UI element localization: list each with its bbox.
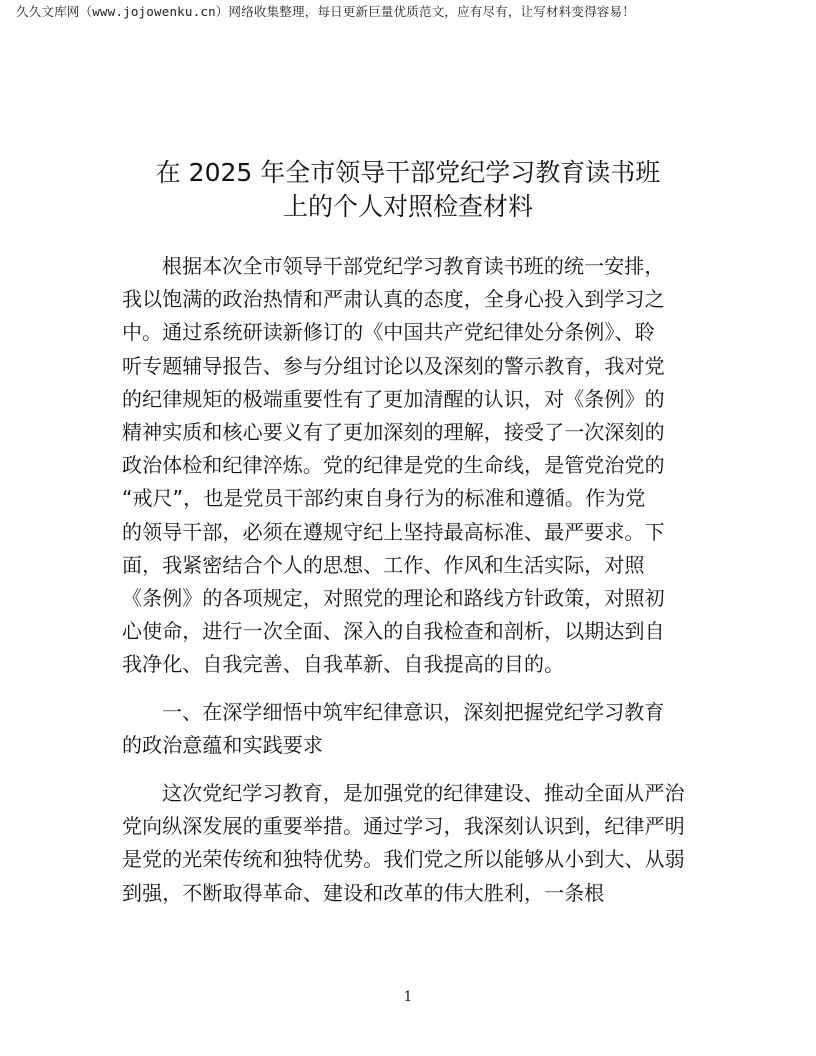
document-body [122, 250, 696, 910]
paragraph-line: 我以饱满的政治热情和严肃认真的态度，全身心投入到学习之 [122, 287, 665, 312]
paragraph-line: 面，我紧密结合个人的思想、工作、作风和生活实际，对照 [122, 552, 645, 577]
paragraph-line: 政治体检和纪律淬炼。党的纪律是党的生命线，是管党治党的 [122, 453, 665, 478]
paragraph-line: 我净化、自我完善、自我革新、自我提高的目的。 [122, 652, 565, 677]
paragraph-line: 心使命，进行一次全面、深入的自我检查和剖析，以期达到自 [122, 619, 665, 644]
paragraph-line: 精神实质和核心要义有了更加深刻的理解，接受了一次深刻的 [122, 420, 665, 445]
title-line-1: 在 2025 年全市领导干部党纪学习教育读书班 [155, 158, 661, 187]
paragraph-intro [122, 250, 696, 682]
paragraph-line: 的纪律规矩的极端重要性有了更加清醒的认识，对《条例》的 [122, 386, 665, 411]
watermark-header: 久久文库网（www.jojowenku.cn）网络收集整理，每日更新巨量优质范文，应有尽有，让写材料变得容易！ [16, 4, 635, 19]
document-title [100, 156, 716, 224]
paragraph-line: “戒尺”，也是党员干部约束自身行为的标准和遵循。作为党 [122, 486, 646, 511]
paragraph-line: 是党的光荣传统和独特优势。我们党之所以能够从小到大、从弱 [122, 847, 685, 872]
paragraph-line: 党向纵深发展的重要举措。通过学习，我深刻认识到，纪律严明 [122, 814, 685, 839]
heading-line: 的政治意蕴和实践要求 [122, 732, 323, 757]
title-line-2: 上的个人对照检查材料 [282, 192, 533, 221]
paragraph-line: 到强，不断取得革命、建设和改革的伟大胜利，一条根 [122, 880, 605, 905]
paragraph-line: 《条例》的各项规定，对照党的理论和路线方针政策，对照初 [122, 586, 665, 611]
paragraph-discipline [122, 777, 696, 910]
paragraph-line: 听专题辅导报告、参与分组讨论以及深刻的警示教育，我对党 [122, 353, 665, 378]
section-heading [122, 696, 696, 762]
paragraph-line: 中。通过系统研读新修订的《中国共产党纪律处分条例》、聆 [122, 320, 655, 345]
paragraph-line: 的领导干部，必须在遵规守纪上坚持最高标准、最严要求。下 [122, 519, 665, 544]
paragraph-line: 根据本次全市领导干部党纪学习教育读书班的统一安排， [162, 254, 665, 278]
paragraph-line: 这次党纪学习教育，是加强党的纪律建设、推动全面从严治 [162, 781, 685, 806]
heading-line: 一、在深学细悟中筑牢纪律意识，深刻把握党纪学习教育 [162, 699, 665, 724]
page-number: 1 [403, 989, 413, 1005]
